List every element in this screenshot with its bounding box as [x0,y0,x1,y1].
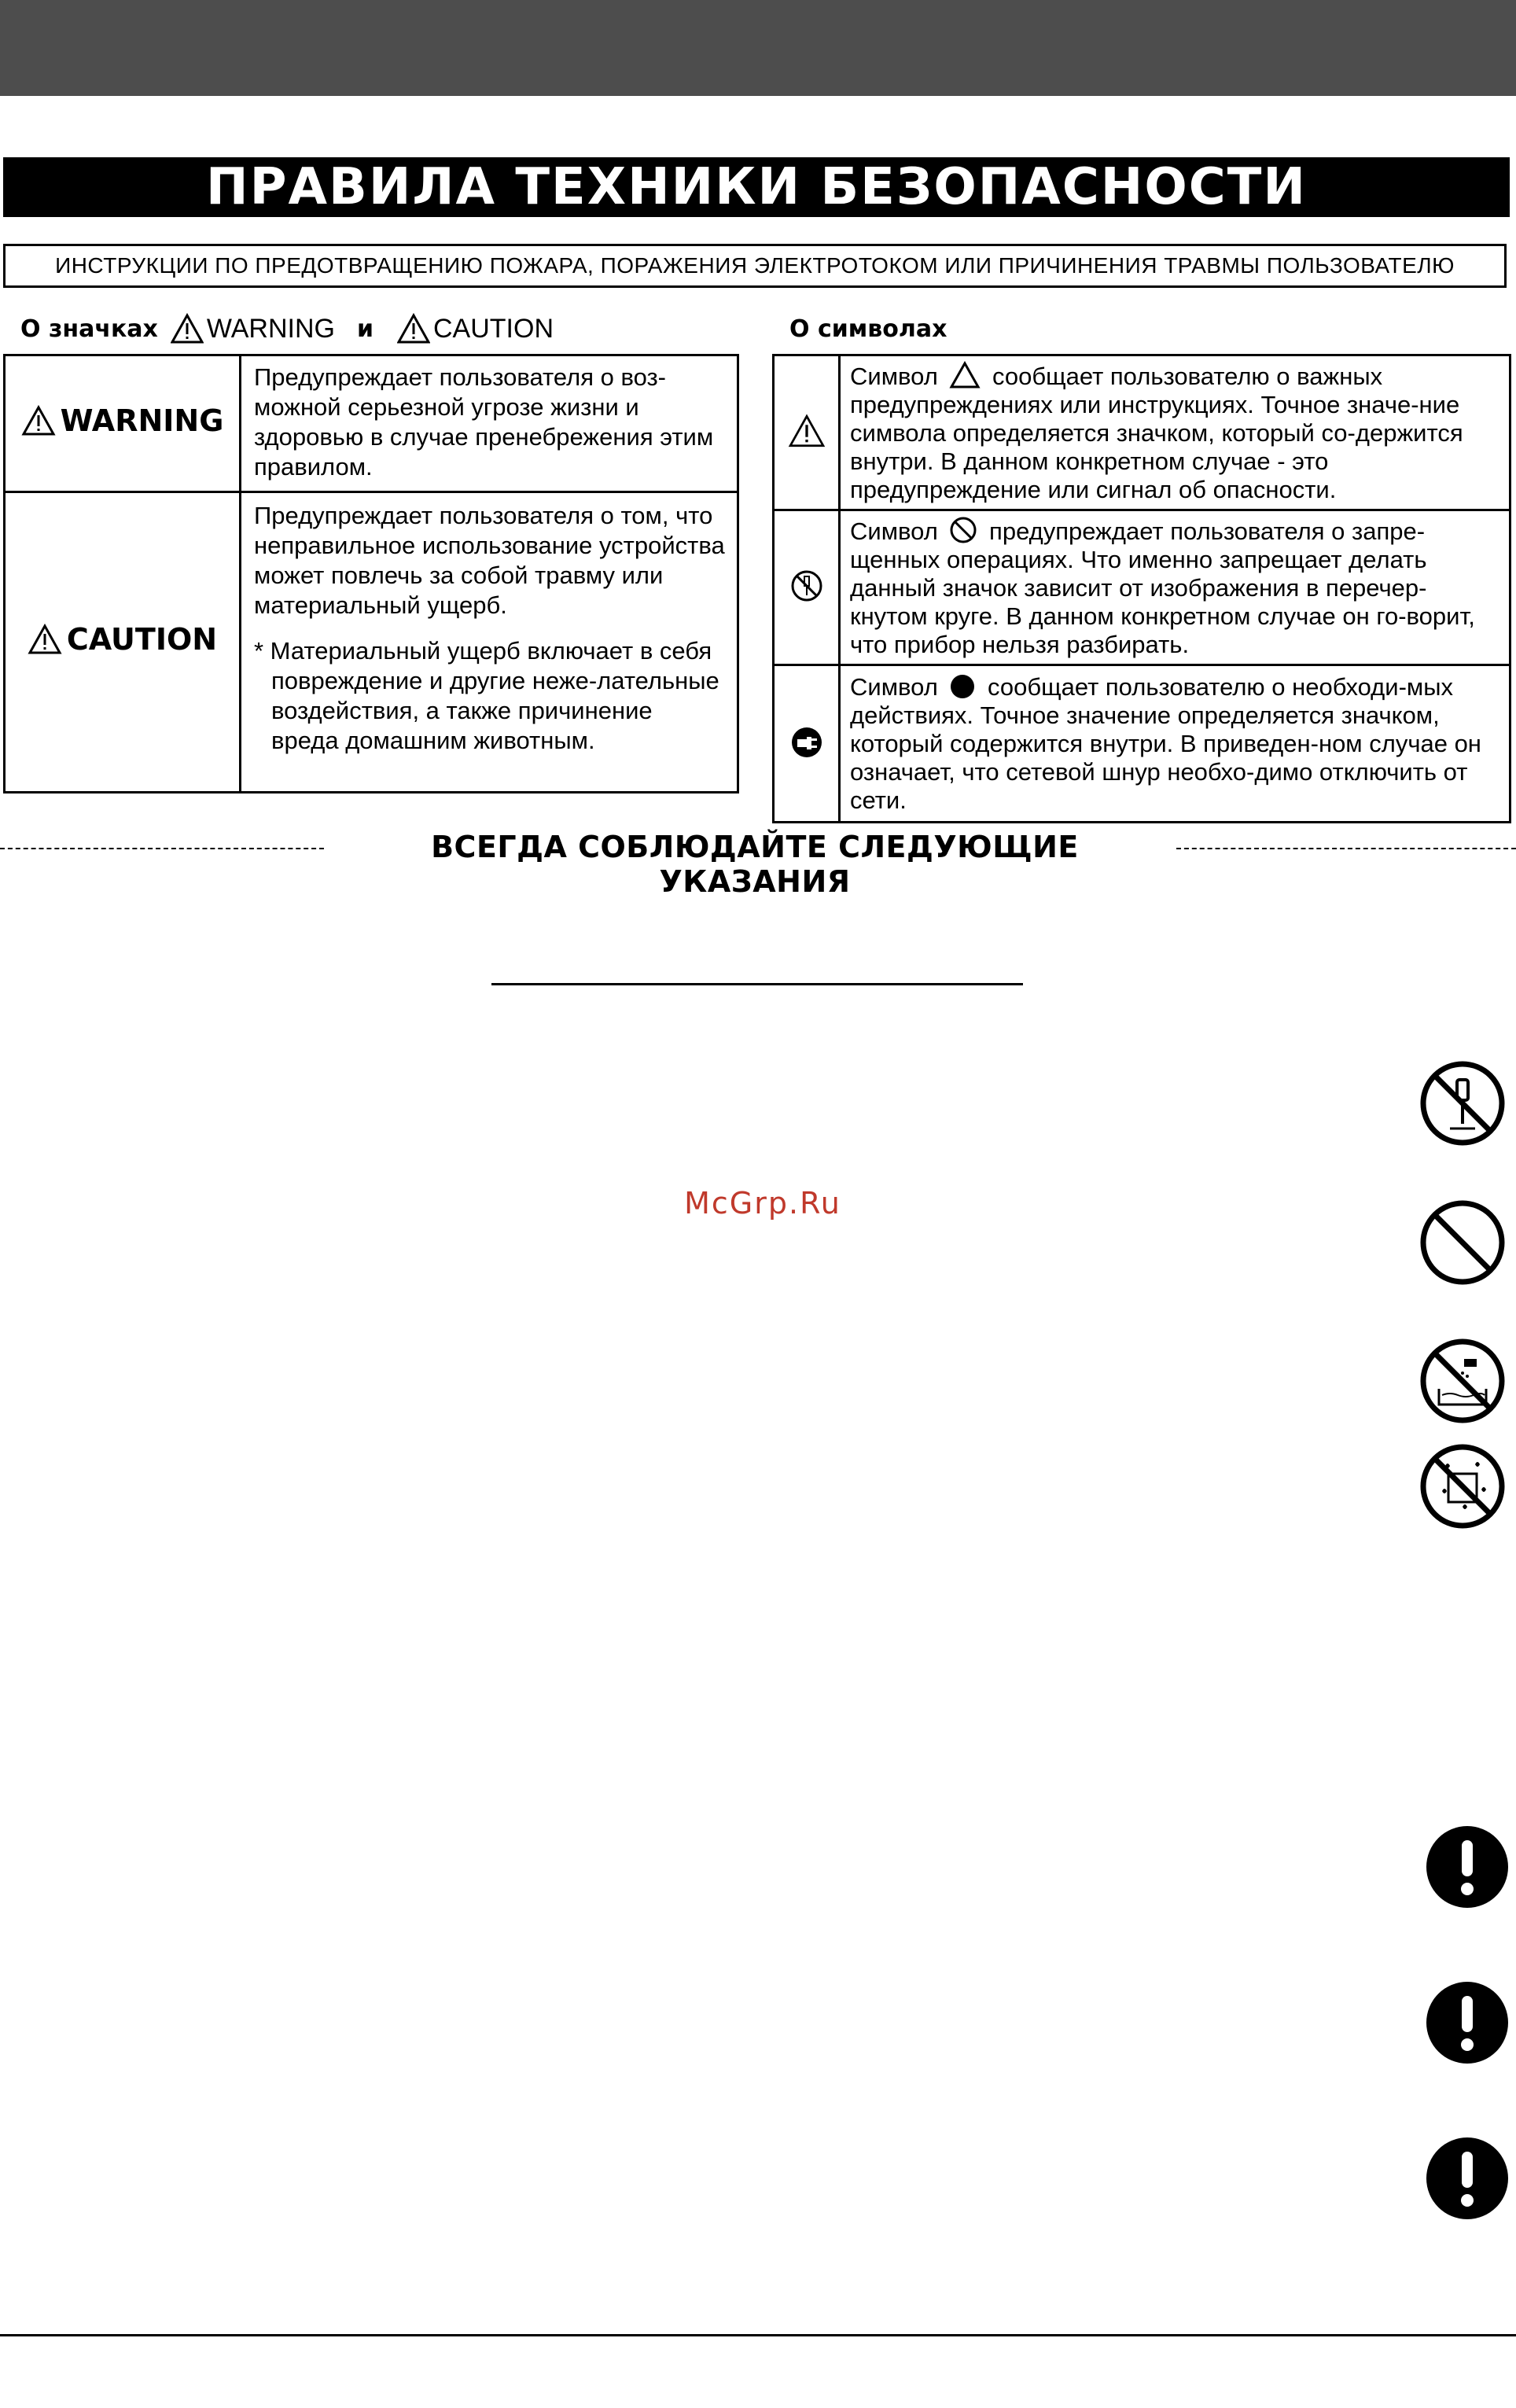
dashed-divider-right [1176,848,1516,849]
no-water-near-icon [1418,1337,1507,1425]
unplug-icon [789,725,824,760]
mandatory-symbol-text: сообщает пользователю о необходи-мых действиях. Точное значение определяется значком, который содержится внутри. В приведен-ном случае он означает, что сетевой шнур необхо-димо отключить от сети. [850,672,1481,814]
caution-note: * Материальный ущерб включает в себя повреждение и другие неже-лательные воздействия, а также причинение вреда домашним животным. [254,637,719,754]
triangle-symbol-text: сообщает пользователю о важных предупреждениях или инструкциях. Точное значе-ние символа определяется значком, который со-держится внутри. В данном конкретном случае - это предупреждение или сигнал об опасности. [850,363,1463,503]
caution-text: Предупреждает пользователя о том, что неправильное использование устройства может повлечь за собой травму или материальный ущерб. [254,502,725,619]
filled-circle-icon [949,673,976,700]
prohibit-symbol-description [840,510,1510,665]
symbols-table [772,354,1511,823]
mandatory-symbol-row [774,665,1510,823]
caution-row [5,492,738,793]
caution-description [241,492,738,793]
triangle-symbol-cell [774,355,840,510]
subtitle: ИНСТРУКЦИИ ПО ПРЕДОТВРАЩЕНИЮ ПОЖАРА, ПОРАЖЕНИЯ ЭЛЕКТРОТОКОМ ИЛИ ПРИЧИНЕНИЯ ТРАВМЫ ПОЛЬЗОВАТЕЛЮ [3,244,1507,288]
no-disassembly-icon [1418,1059,1507,1147]
prohibit-symbol-cell [774,510,840,665]
mandatory-symbol-description [840,665,1510,823]
triangle-symbol-row [774,355,1510,510]
no-moisture-icon [1418,1442,1507,1530]
symbols-section-heading [789,311,947,346]
icons-heading-warning: WARNING [206,313,335,344]
prohibit-circle-icon [949,516,977,544]
mandatory-action-icon [1423,2134,1511,2222]
triangle-symbol-description [840,355,1510,510]
mandatory-action-icon [1423,1823,1511,1911]
mandatory-action-icon [1423,1979,1511,2067]
icons-heading-caution: CAUTION [433,313,554,344]
no-disassembly-icon [789,569,824,603]
symbols-heading-text: О символах [789,315,948,343]
triangle-symbol-word: Символ [850,363,938,390]
icons-section-heading [20,311,554,346]
warning-triangle-icon [787,414,826,448]
warning-triangle-icon [21,405,56,436]
warning-text: Предупреждает пользователя о воз-можной серьезной угрозе жизни и здоровью в случае пренебрежения этим правилом. [254,363,714,480]
page-title: ПРАВИЛА ТЕХНИКИ БЕЗОПАСНОСТИ [3,157,1510,217]
section-rule [491,983,1023,985]
caution-label: CAUTION [66,622,218,657]
warning-triangle-icon [171,313,204,344]
caution-label-cell [5,492,241,793]
warning-description [241,355,738,492]
prohibit-symbol-text: предупреждает пользователя о запре-щенных операциях. Что именно запрещает делать данный значок зависит от изображения в перечер-кнутом круге. В данном конкретном случае он го-ворит, что прибор нельзя разбирать. [850,517,1475,658]
watermark: McGrp.Ru [684,1186,841,1221]
prohibit-symbol-row [774,510,1510,665]
warning-label: WARNING [60,403,224,438]
icons-heading-conj: и [356,315,373,343]
always-heading: ВСЕГДА СОБЛЮДАЙТЕ СЛЕДУЮЩИЕ УКАЗАНИЯ [431,830,1079,899]
icons-heading-prefix: О значках [20,315,158,343]
prohibited-icon [1418,1198,1507,1287]
caution-triangle-icon [28,624,62,655]
warning-label-cell [5,355,241,492]
mandatory-symbol-word: Символ [850,672,938,701]
mandatory-symbol-cell [774,665,840,823]
top-gray-bar [0,0,1516,96]
dashed-divider-left [0,848,324,849]
icons-table [3,354,739,793]
caution-triangle-icon [397,313,430,344]
triangle-outline-icon [949,361,981,389]
bottom-rule [0,2334,1516,2336]
warning-row [5,355,738,492]
prohibit-symbol-word: Символ [850,517,938,545]
